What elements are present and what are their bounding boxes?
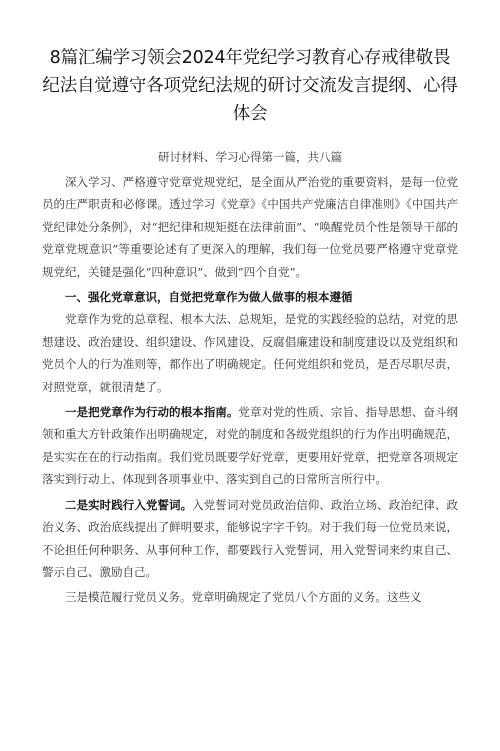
document-page <box>0 44 500 751</box>
item-paragraph-2 <box>42 494 458 584</box>
section-paragraph: 党章作为党的总章程、根本大法、总规矩，是党的实践经验的总结，对党的思想建设、政治建设、组织建设、作风建设、反腐倡廉建设和制度建设以及党组织和党员个人的行为准则等，都作出了明确规定。任何党组织和党员，是否尽职尽责，对照党章，就很清楚了。 <box>42 312 458 394</box>
item-text-1: 党章对党的性质、宗旨、指导思想、奋斗纲领和重大方针政策作出明确规定，对党的制度和各级党组织的行为作出明确规范，是实实在在的行动指南。我们党员既要学好党章，更要用好党章，把党章各项规定落实到行动上、体现到各项事业中、落实到自己的日常所言所行中。 <box>42 405 459 487</box>
document-title: 8篇汇编学习领会2024年党纪学习教育心存戒律敬畏纪法自觉遵守各项党纪法规的研讨交流发言提纲、心得体会 <box>42 48 458 124</box>
item-paragraph-1 <box>42 401 458 491</box>
item-paragraph-3: 三是模范履行党员义务。党章明确规定了党员八个方面的义务。这些义 <box>65 590 422 605</box>
item-lead-2: 二是实时践行入党誓词。 <box>65 497 193 512</box>
document-subtitle: 研讨材料、学习心得第一篇，共八篇 <box>158 150 342 164</box>
item-text-2: 入党誓词对党员政治信仰、政治立场、政治纪律、政治义务、政治底线提出了鲜明要求，能够说字字千钧。对于我们每一位党员来说，不论担任何种职务、从事何种工作，都要践行入党誓词，用入党誓词来约束自己、警示自己、激励自己。 <box>42 497 459 579</box>
section-heading: 一、强化党章意识，自觉把党章作为做人做事的根本遵循 <box>65 290 353 305</box>
item-lead-1: 一是把党章作为行动的根本指南。 <box>65 405 239 420</box>
intro-paragraph: 深入学习、严格遵守党章党规党纪，是全面从严治党的重要资料，是每一位党员的庄严职责和必修课。透过学习《党章》《中国共产党廉洁自律准则》《中国共产党纪律处分条例》，对“把纪律和规矩挺在法律前面”、“唤醒党员个性是领导干部的党章党规意识”等重要论述有了更深入的理解，我们每一位党员要严格遵守党章党规党纪，关键是强化“四种意识”、做到“四个自党”。 <box>42 175 458 279</box>
